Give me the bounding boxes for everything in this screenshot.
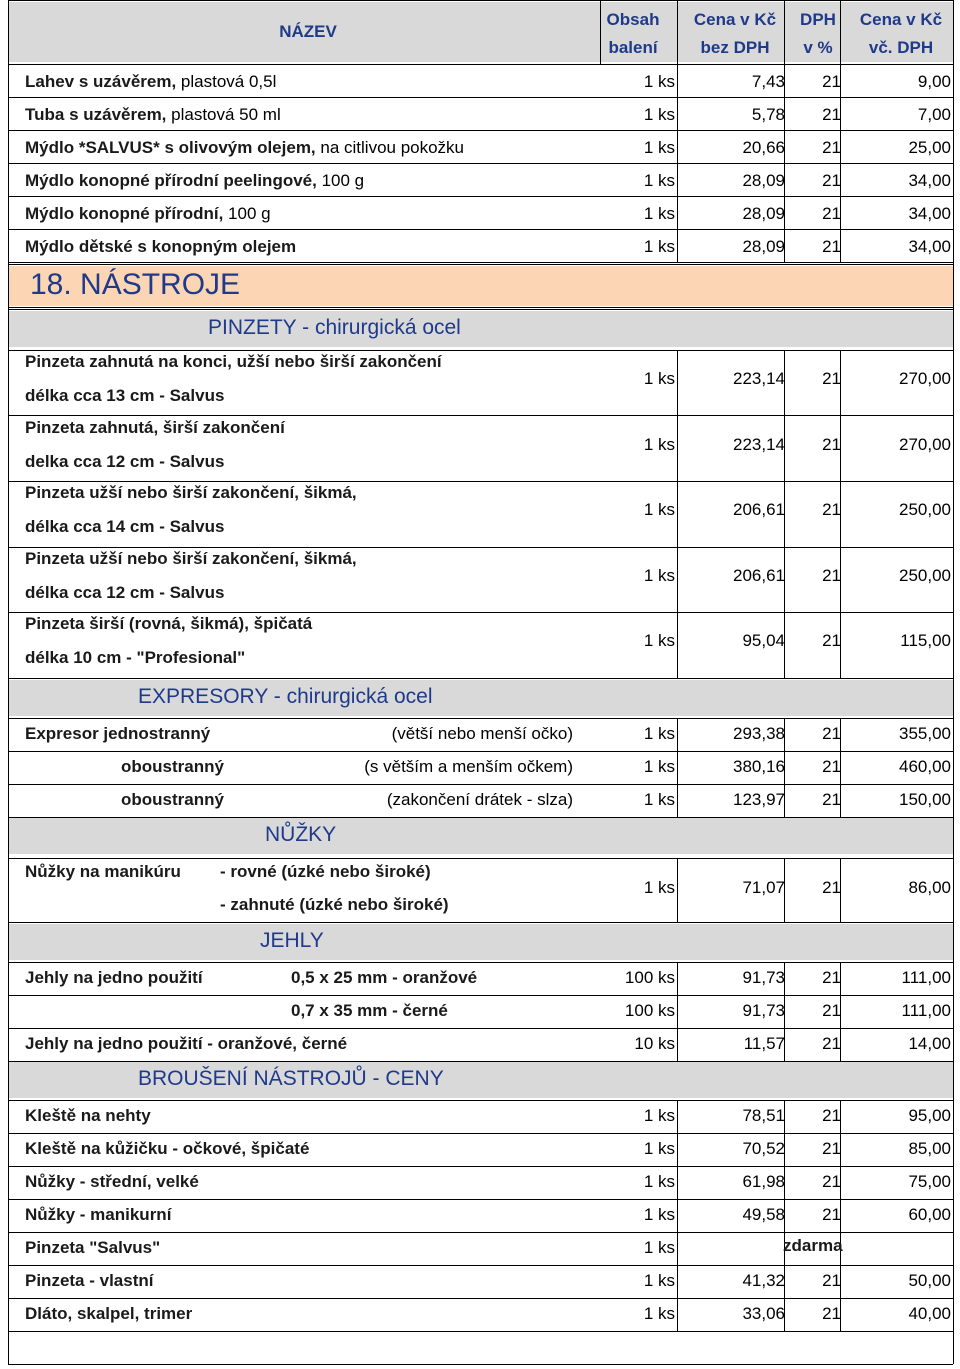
item-name-bold: Tuba s uzávěrem, — [25, 105, 167, 124]
header-vat — [790, 6, 846, 62]
total-cell: 34,00 — [908, 237, 951, 256]
price-cell: 206,61 — [733, 565, 785, 585]
vat-cell: 21 — [822, 138, 841, 157]
item-detail: 0,7 x 35 mm - černé — [291, 1001, 448, 1020]
table-row — [0, 1170, 960, 1203]
total-cell: 95,00 — [908, 1106, 951, 1125]
nuzky-total: 86,00 — [908, 878, 951, 897]
total-cell: 9,00 — [917, 72, 951, 91]
table-row — [0, 1137, 960, 1170]
qty-cell: 100 ks — [624, 968, 675, 987]
header-pack-l2: balení — [608, 38, 658, 57]
total-cell: 111,00 — [901, 1001, 951, 1020]
table-row — [0, 1203, 960, 1236]
item-name-line1: Pinzeta užší nebo širší zakončení, šikmá, — [25, 548, 357, 568]
qty-cell: 1 ks — [643, 1238, 675, 1257]
total-cell: 40,00 — [908, 1304, 951, 1323]
item-name: Kleště na nehty — [25, 1106, 151, 1125]
qty-cell: 1 ks — [643, 790, 675, 809]
qty-cell: 1 ks — [643, 204, 675, 223]
price-cell: 78,51 — [742, 1106, 785, 1125]
section-18-title: 18. NÁSTROJE — [30, 268, 241, 301]
nuzky-band — [8, 818, 953, 854]
vat-cell: 21 — [822, 500, 841, 520]
item-name: oboustranný — [121, 790, 224, 809]
item-name — [25, 138, 464, 158]
grid-line — [8, 1100, 953, 1101]
price-cell: 123,97 — [733, 790, 785, 809]
item-name — [25, 237, 296, 257]
vat-cell: 21 — [822, 1034, 841, 1053]
total-cell: 355,00 — [899, 724, 951, 743]
vat-cell: 21 — [822, 369, 841, 388]
item-name-detail: 100 g — [316, 171, 365, 190]
total-cell: 270,00 — [899, 434, 951, 454]
table-row — [0, 1236, 960, 1269]
qty-cell: 1 ks — [643, 369, 675, 388]
total-cell: 60,00 — [908, 1205, 951, 1224]
item-name-bold: Lahev s uzávěrem, — [25, 72, 177, 91]
header-vat-l1: DPH — [800, 10, 836, 29]
grid-line — [8, 858, 953, 859]
item-name — [25, 204, 271, 224]
item-name: Expresor jednostranný — [25, 724, 211, 743]
price-cell: 7,43 — [751, 72, 785, 91]
qty-cell: 1 ks — [643, 1271, 675, 1290]
table-row — [0, 614, 960, 679]
item-name: Dláto, skalpel, trimer — [25, 1304, 193, 1323]
vat-cell: 21 — [822, 171, 841, 190]
grid-line — [784, 0, 785, 64]
pinzety-title: PINZETY - chirurgická ocel — [208, 316, 461, 339]
vat-cell: 21 — [822, 1271, 841, 1290]
nuzky-row — [0, 862, 960, 922]
price-cell: 28,09 — [742, 237, 785, 256]
qty-cell: 1 ks — [643, 434, 675, 454]
total-cell: 270,00 — [899, 369, 951, 388]
total-cell: 85,00 — [908, 1139, 951, 1158]
nuzky-label-a: Nůžky na manikúru — [25, 862, 181, 881]
item-name-detail: plastová 50 ml — [166, 105, 281, 124]
table-row — [0, 136, 960, 169]
vat-cell: 21 — [822, 790, 841, 809]
vat-cell: 21 — [822, 105, 841, 124]
vat-cell: 21 — [822, 72, 841, 91]
price-cell: 11,57 — [743, 1034, 785, 1053]
vat-cell: 21 — [822, 565, 841, 585]
table-row — [0, 1269, 960, 1302]
item-name-bold: Mýdlo konopné přírodní, — [25, 204, 224, 223]
item-name-line2: délka cca 14 cm - Salvus — [25, 517, 225, 537]
vat-cell: 21 — [822, 1304, 841, 1323]
price-cell: 33,06 — [742, 1304, 785, 1323]
price-cell: 206,61 — [733, 500, 785, 520]
price-cell: 28,09 — [742, 204, 785, 223]
table-row — [0, 235, 960, 268]
price-cell: 380,16 — [733, 757, 785, 776]
item-name: Pinzeta "Salvus" — [25, 1238, 161, 1257]
table-row — [0, 966, 960, 999]
qty-cell: 1 ks — [643, 237, 675, 256]
price-cell: 61,98 — [742, 1172, 785, 1191]
header-pack-l1: Obsah — [606, 10, 660, 29]
grid-line — [8, 718, 953, 719]
item-detail: (s větším a menším očkem) — [364, 757, 573, 776]
vat-cell: 21 — [822, 1106, 841, 1125]
item-name: Pinzeta - vlastní — [25, 1271, 154, 1290]
item-name — [25, 105, 281, 125]
grid-line — [8, 309, 953, 310]
item-name-line1: Pinzeta zahnutá na konci, užší nebo širší zakončení — [25, 352, 442, 371]
table-header — [8, 2, 953, 62]
total-cell: 7,00 — [917, 105, 951, 124]
total-cell: 150,00 — [899, 790, 951, 809]
total-cell: 75,00 — [908, 1172, 951, 1191]
jehly-title: JEHLY — [260, 929, 324, 952]
table-row — [0, 722, 960, 755]
qty-cell: 1 ks — [643, 171, 675, 190]
vat-cell: 21 — [822, 434, 841, 454]
nuzky-label-c: - zahnuté (úzké nebo široké) — [220, 895, 449, 914]
price-cell: 91,73 — [742, 968, 785, 987]
free-label: zdarma — [783, 1236, 843, 1255]
vat-cell: 21 — [822, 1172, 841, 1191]
grid-line — [840, 0, 841, 64]
total-cell: 460,00 — [899, 757, 951, 776]
item-name — [25, 171, 364, 191]
grid-line — [8, 1364, 953, 1365]
nuzky-title: NŮŽKY — [265, 823, 337, 846]
item-name-bold: Mýdlo *SALVUS* s olivovým olejem, — [25, 138, 316, 157]
qty-cell: 1 ks — [643, 500, 675, 520]
table-row — [0, 1104, 960, 1137]
qty-cell: 1 ks — [643, 1139, 675, 1158]
nuzky-price: 71,07 — [742, 878, 785, 897]
grid-line — [677, 0, 678, 64]
nuzky-label-b: - rovné (úzké nebo široké) — [220, 862, 431, 881]
vat-cell: 21 — [822, 968, 841, 987]
header-price-l1: Cena v Kč — [693, 10, 777, 29]
grid-line — [600, 0, 601, 64]
item-name: Nůžky - manikurní — [25, 1205, 172, 1224]
header-name: NÁZEV — [279, 22, 337, 41]
qty-cell: 1 ks — [643, 631, 675, 651]
grid-line — [8, 307, 953, 308]
jehly-band — [8, 924, 953, 960]
table-row — [0, 202, 960, 235]
item-detail: (větší nebo menší očko) — [391, 724, 573, 743]
qty-cell: 10 ks — [634, 1034, 675, 1053]
vat-cell: 21 — [822, 1139, 841, 1158]
total-cell: 14,00 — [908, 1034, 951, 1053]
grid-line — [8, 922, 953, 923]
price-cell: 223,14 — [733, 434, 785, 454]
item-name-detail: 100 g — [223, 204, 271, 223]
table-row — [0, 788, 960, 821]
header-total-l1: Cena v Kč — [859, 10, 943, 29]
item-name: Jehly na jedno použití - oranžové, černé — [25, 1034, 348, 1053]
item-name-line1: Pinzeta užší nebo širší zakončení, šikmá, — [25, 483, 357, 503]
total-cell: 115,00 — [900, 631, 951, 651]
header-price — [680, 6, 790, 62]
total-cell: 50,00 — [908, 1271, 951, 1290]
table-row — [0, 70, 960, 103]
qty-cell: 1 ks — [643, 1205, 675, 1224]
price-cell: 95,04 — [742, 631, 785, 651]
total-cell: 250,00 — [899, 565, 951, 585]
table-row — [0, 169, 960, 202]
qty-cell: 1 ks — [643, 724, 675, 743]
vat-cell: 21 — [822, 204, 841, 223]
header-total-l2: vč. DPH — [868, 38, 934, 57]
vat-cell: 21 — [822, 724, 841, 743]
vat-cell: 21 — [822, 1205, 841, 1224]
expresory-title: EXPRESORY - chirurgická ocel — [138, 685, 433, 708]
table-row — [0, 483, 960, 548]
table-row — [0, 418, 960, 483]
price-cell: 5,78 — [751, 105, 785, 124]
total-cell: 111,00 — [901, 968, 951, 987]
item-name: oboustranný — [121, 757, 224, 776]
qty-cell: 1 ks — [643, 105, 675, 124]
qty-cell: 1 ks — [643, 1304, 675, 1323]
item-name-line2: délka cca 12 cm - Salvus — [25, 582, 225, 602]
table-row — [0, 1302, 960, 1335]
header-pack — [598, 6, 668, 62]
item-name-line2: délka cca 13 cm - Salvus — [25, 386, 225, 405]
item-name: Jehly na jedno použití — [25, 968, 203, 987]
item-name-detail: na citlivou pokožku — [315, 138, 465, 157]
qty-cell: 1 ks — [643, 138, 675, 157]
grid-line — [8, 64, 953, 65]
price-cell: 91,73 — [742, 1001, 785, 1020]
grid-line — [8, 350, 953, 351]
item-name-line2: délka 10 cm - "Profesional" — [25, 648, 246, 668]
table-row — [0, 549, 960, 614]
item-name-line1: Pinzeta širší (rovná, šikmá), špičatá — [25, 614, 313, 634]
table-row — [0, 352, 960, 417]
price-cell: 41,32 — [742, 1271, 785, 1290]
price-cell: 293,38 — [733, 724, 785, 743]
table-row — [0, 1032, 960, 1065]
total-cell: 34,00 — [908, 171, 951, 190]
item-name-line2: delka cca 12 cm - Salvus — [25, 451, 225, 471]
price-cell: 20,66 — [742, 138, 785, 157]
header-total — [846, 6, 956, 62]
table-row — [0, 103, 960, 136]
price-cell: 223,14 — [733, 369, 785, 388]
item-name-bold: Mýdlo konopné přírodní peelingové, — [25, 171, 317, 190]
item-name-detail: plastová 0,5l — [176, 72, 277, 91]
item-name — [25, 72, 276, 92]
grid-line — [8, 0, 9, 64]
total-cell: 34,00 — [908, 204, 951, 223]
brouseni-title: BROUŠENÍ NÁSTROJŮ - CENY — [138, 1067, 444, 1090]
item-name-line1: Pinzeta zahnutá, širší zakončení — [25, 417, 285, 437]
table-row — [0, 999, 960, 1032]
qty-cell: 1 ks — [643, 757, 675, 776]
qty-cell: 100 ks — [624, 1001, 675, 1020]
item-detail: (zakončení drátek - slza) — [386, 790, 573, 809]
item-detail: 0,5 x 25 mm - oranžové — [291, 968, 478, 987]
pinzety-band — [8, 311, 953, 347]
vat-cell: 21 — [822, 237, 841, 256]
nuzky-qty: 1 ks — [643, 878, 675, 897]
nuzky-vat: 21 — [822, 878, 841, 897]
vat-cell: 21 — [822, 757, 841, 776]
header-price-l2: bez DPH — [700, 38, 770, 57]
price-cell: 28,09 — [742, 171, 785, 190]
grid-line — [8, 962, 953, 963]
qty-cell: 1 ks — [643, 1172, 675, 1191]
price-cell: 70,52 — [742, 1139, 785, 1158]
qty-cell: 1 ks — [643, 72, 675, 91]
price-cell: 49,58 — [742, 1205, 785, 1224]
qty-cell: 1 ks — [643, 1106, 675, 1125]
header-vat-l2: v % — [803, 38, 833, 57]
total-cell: 25,00 — [908, 138, 951, 157]
vat-cell: 21 — [822, 631, 841, 651]
qty-cell: 1 ks — [643, 565, 675, 585]
vat-cell: 21 — [822, 1001, 841, 1020]
total-cell: 250,00 — [899, 500, 951, 520]
grid-line — [8, 0, 953, 1]
table-row — [0, 755, 960, 788]
item-name: Nůžky - střední, velké — [25, 1172, 199, 1191]
item-name-bold: Mýdlo dětské s konopným olejem — [25, 237, 297, 256]
item-name: Kleště na kůžičku - očkové, špičaté — [25, 1139, 310, 1158]
